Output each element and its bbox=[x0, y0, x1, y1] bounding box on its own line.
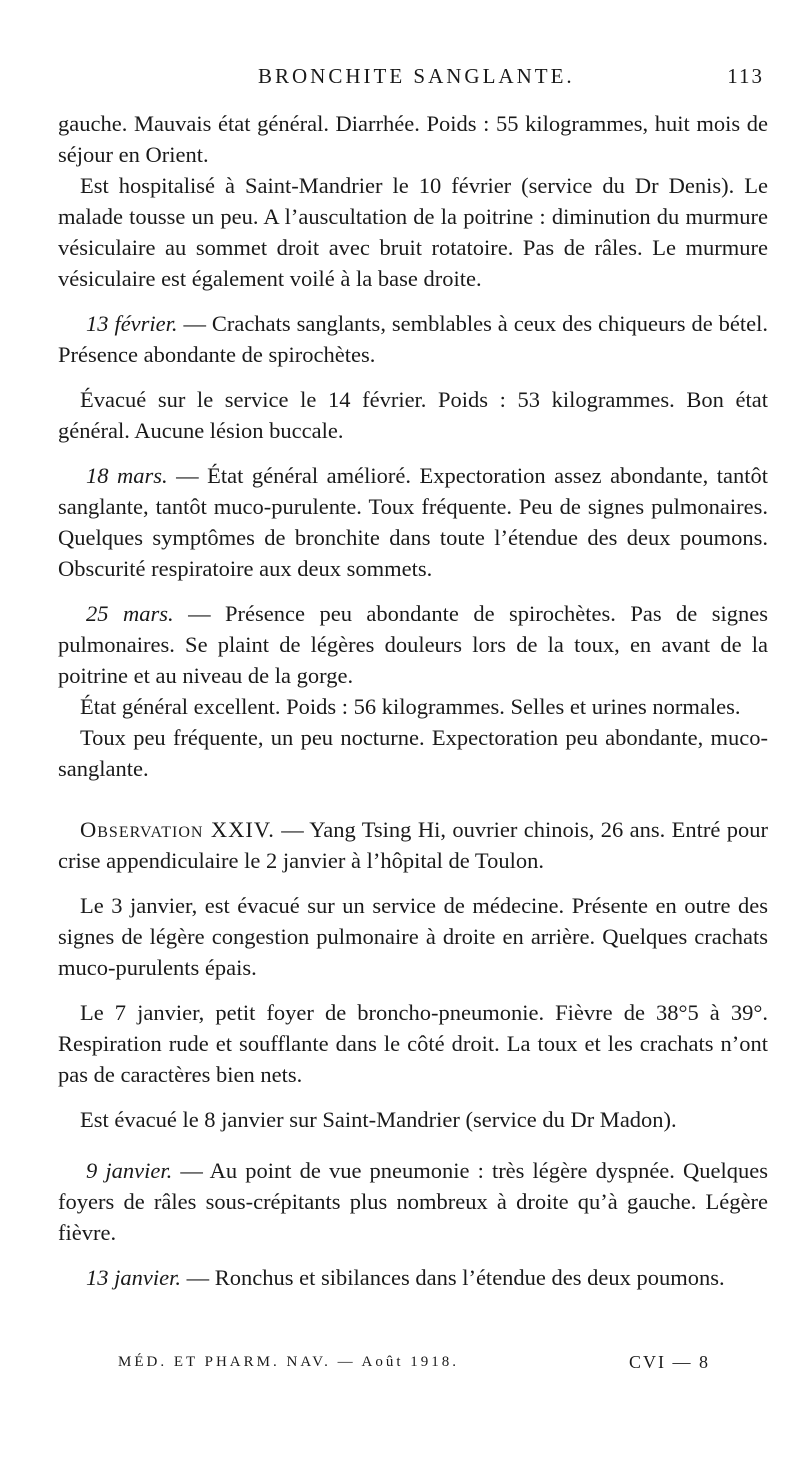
paragraph-text: État général excellent. Poids : 56 kilogrammes. Selles et urines normales. bbox=[80, 694, 741, 719]
paragraph bbox=[58, 1155, 768, 1248]
entry-date: 18 mars. bbox=[86, 463, 168, 488]
paragraph-text: Est hospitalisé à Saint-Mandrier le 10 février (service du Dr Denis). Le malade tousse un peu. A l’auscultation de la poitrine : diminution du murmure vésiculaire au sommet droit avec bruit rotatoire. Pas de râles. Le murmure vésiculaire est également voilé à la base droite. bbox=[58, 173, 768, 291]
paragraph-text: — Yang Tsing Hi, ouvrier chinois, 26 ans. Entré pour crise appendiculaire le 2 janvier à l’hôpital de Toulon. bbox=[58, 817, 768, 873]
paragraph-text: — État général amélioré. Expectoration assez abondante, tantôt sanglante, tantôt muco-purulente. Toux fréquente. Peu de signes pulmonaires. Quelques symptômes de bronchite dans toute l’étendue des deux poumons. Obscurité respiratoire aux deux sommets. bbox=[58, 463, 769, 581]
paragraph-text: Évacué sur le service le 14 février. Poids : 53 kilogrammes. Bon état général. Aucune lésion buccale. bbox=[58, 387, 768, 443]
running-title: BRONCHITE SANGLANTE. bbox=[258, 64, 575, 88]
paragraph bbox=[58, 308, 768, 370]
paragraph-text: Le 3 janvier, est évacué sur un service de médecine. Présente en outre des signes de légère congestion pulmonaire à droite en arrière. Quelques crachats muco-purulents épais. bbox=[58, 893, 768, 980]
paragraph bbox=[58, 460, 768, 584]
signature-mark: CVI — 8 bbox=[629, 1352, 710, 1372]
paragraph-text: Est évacué le 8 janvier sur Saint-Mandrier (service du Dr Madon). bbox=[80, 1107, 677, 1132]
page-footer bbox=[118, 1352, 710, 1376]
page-header bbox=[58, 64, 764, 94]
paragraph bbox=[58, 814, 768, 876]
paragraph-text: Le 7 janvier, petit foyer de broncho-pneumonie. Fièvre de 38°5 à 39°. Respiration rude et soufflante dans le côté droit. La toux et les crachats n’ont pas de caractères bien nets. bbox=[58, 1000, 768, 1087]
page-number: 113 bbox=[727, 64, 764, 88]
observation-heading: Observation XXIV. bbox=[80, 817, 275, 842]
paragraph-text: — Crachats sanglants, semblables à ceux des chiqueurs de bétel. Présence abondante de spirochètes. bbox=[58, 311, 768, 367]
paragraph bbox=[58, 170, 768, 294]
journal-reference: MÉD. ET PHARM. NAV. — Août 1918. bbox=[118, 1354, 460, 1370]
paragraph-text: — Au point de vue pneumonie : très légère dyspnée. Quelques foyers de râles sous-crépitants plus nombreux à droite qu’à gauche. Légère fièvre. bbox=[58, 1158, 768, 1245]
paragraph bbox=[58, 722, 768, 784]
paragraph-text: — Ronchus et sibilances dans l’étendue des deux poumons. bbox=[181, 1265, 725, 1290]
entry-date: 13 janvier. bbox=[86, 1265, 181, 1290]
paragraph bbox=[58, 1262, 768, 1293]
paragraph bbox=[58, 1104, 768, 1135]
paragraph-text: — Présence peu abondante de spirochètes. Pas de signes pulmonaires. Se plaint de légères douleurs lors de la toux, en avant de la poitrine et au niveau de la gorge. bbox=[58, 601, 768, 688]
entry-date: 25 mars. bbox=[86, 601, 174, 626]
paragraph bbox=[58, 997, 768, 1090]
paragraph-text: gauche. Mauvais état général. Diarrhée. Poids : 55 kilogrammes, huit mois de séjour en Orient. bbox=[58, 111, 768, 167]
paragraph bbox=[58, 598, 768, 691]
paragraph-text: Toux peu fréquente, un peu nocturne. Expectoration peu abondante, muco-sanglante. bbox=[58, 725, 768, 781]
entry-date: 9 janvier. bbox=[86, 1158, 173, 1183]
paragraph bbox=[58, 890, 768, 983]
paragraph bbox=[58, 384, 768, 446]
entry-date: 13 février. bbox=[86, 311, 178, 336]
body-text bbox=[58, 108, 768, 1293]
paragraph bbox=[58, 108, 768, 170]
paragraph bbox=[58, 691, 768, 722]
